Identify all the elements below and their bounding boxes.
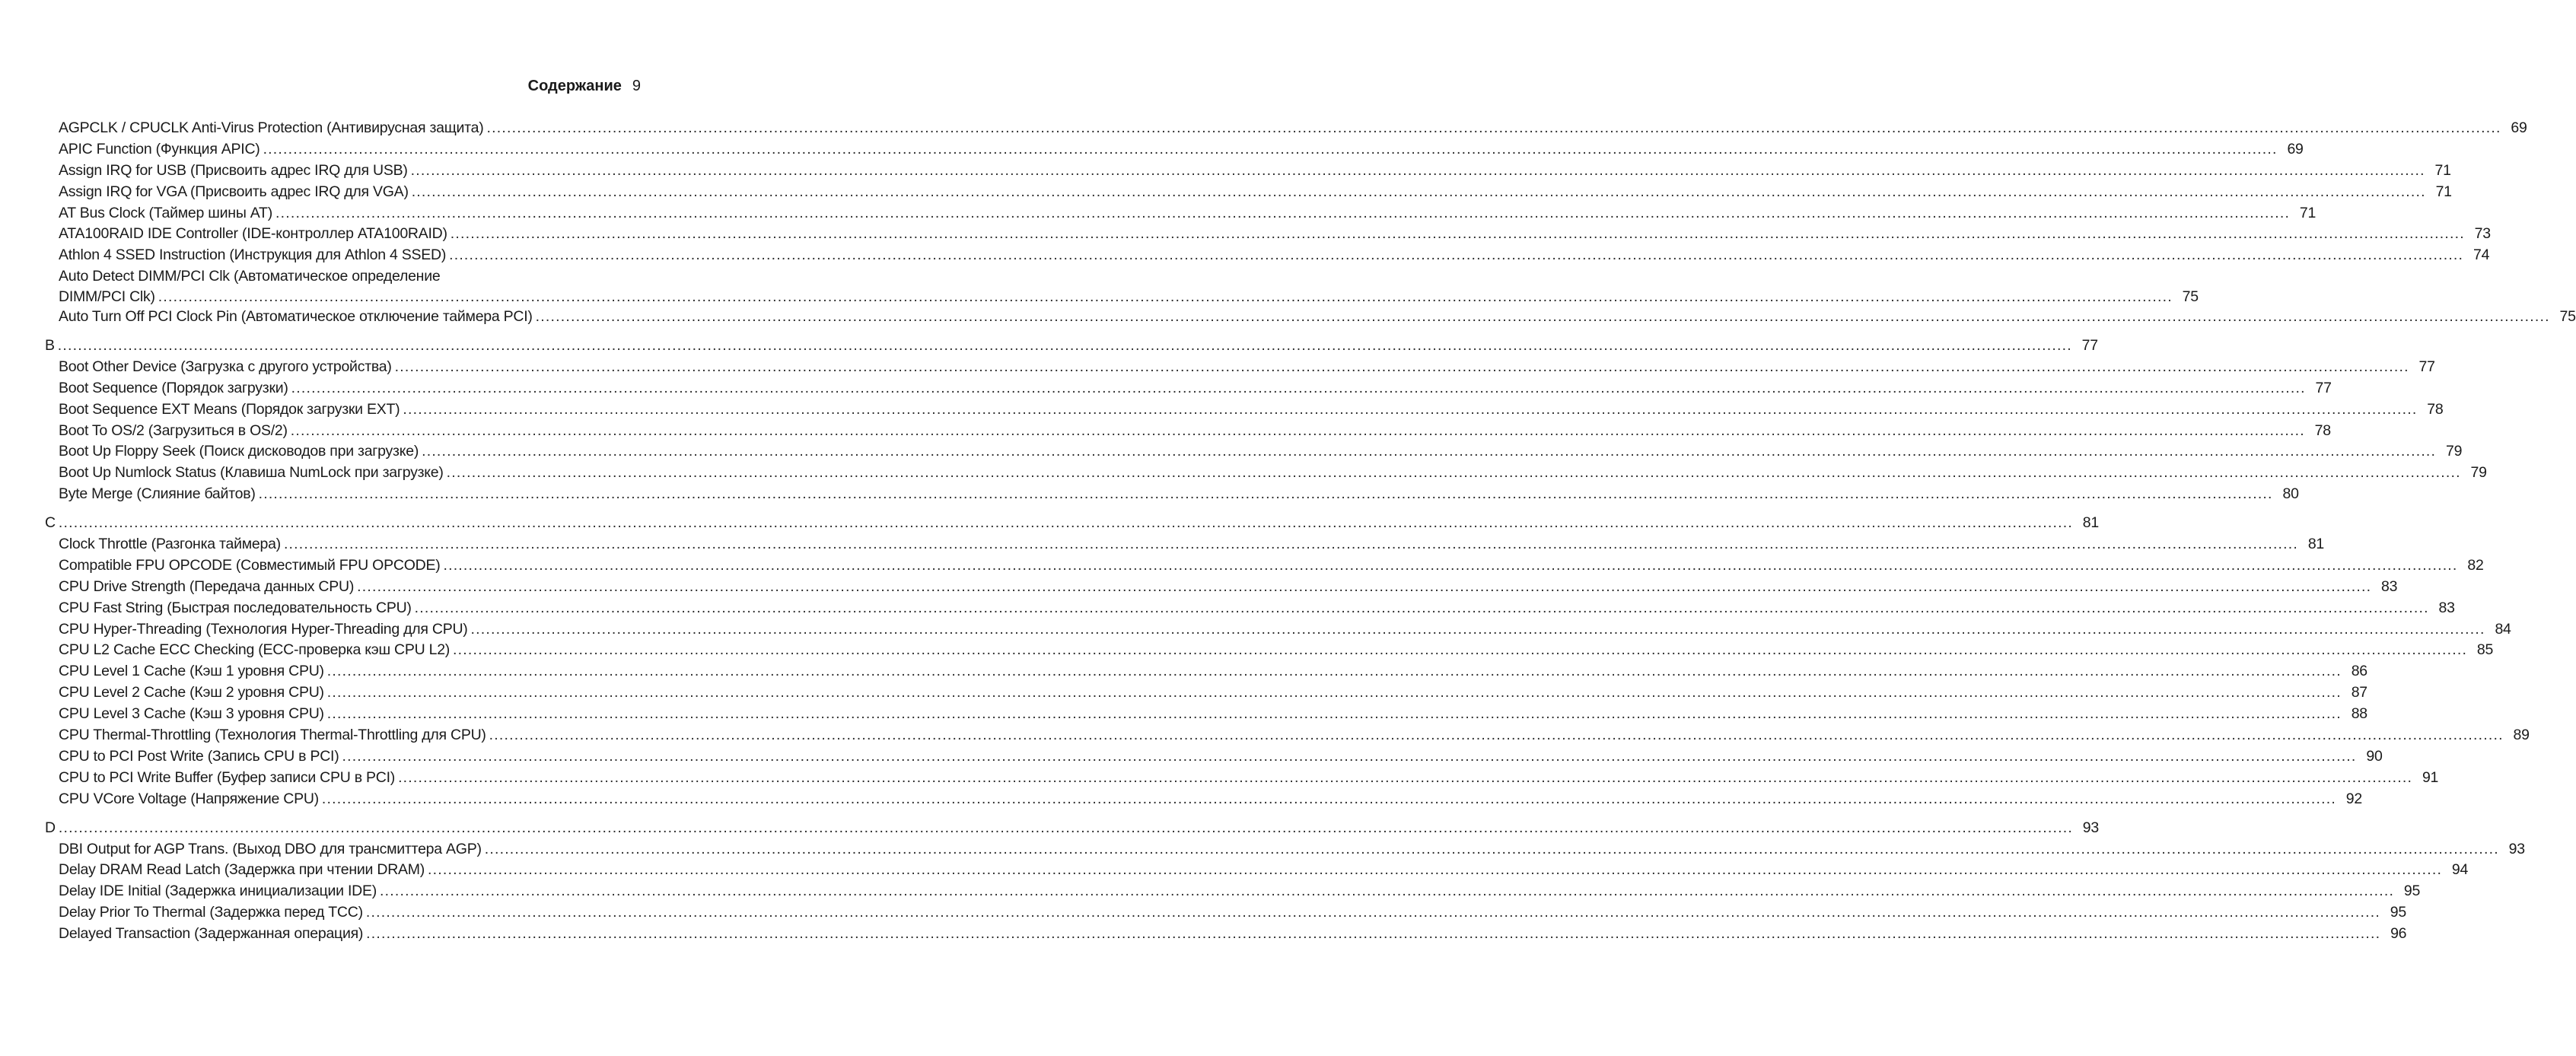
page-number: 77 bbox=[2315, 379, 2332, 396]
entry-label: Boot Up Numlock Status (Клавиша NumLock при загрузке) bbox=[59, 464, 444, 482]
dot-leader: ................................................................................................................................................................................................................................................................................................................................................................................................................ bbox=[403, 400, 2418, 418]
page-number: 84 bbox=[2495, 620, 2511, 638]
toc-entry bbox=[59, 881, 2421, 902]
page-number: 83 bbox=[2380, 577, 2398, 595]
toc-entry bbox=[59, 534, 2325, 555]
dot-leader: ................................................................................................................................................................................................................................................................................................................................................................................................................ bbox=[484, 840, 2499, 857]
header-page-number: 9 bbox=[632, 78, 641, 94]
dot-leader: ................................................................................................................................................................................................................................................................................................................................................................................................................ bbox=[283, 536, 2299, 553]
entry-label: Boot Sequence EXT Means (Порядок загрузки EXT) bbox=[59, 400, 400, 418]
entry-label: Clock Throttle (Разгонка таймера) bbox=[59, 536, 281, 553]
dot-leader: ................................................................................................................................................................................................................................................................................................................................................................................................................ bbox=[449, 247, 2464, 264]
dot-leader: ................................................................................................................................................................................................................................................................................................................................................................................................................ bbox=[258, 485, 2273, 503]
entry-label: Delayed Transaction (Задержанная операция) bbox=[59, 925, 364, 943]
toc-entry bbox=[59, 161, 2451, 182]
entry-label: CPU Level 2 Cache (Кэш 2 уровня CPU) bbox=[59, 684, 324, 701]
dot-leader: ................................................................................................................................................................................................................................................................................................................................................................................................................ bbox=[410, 161, 2425, 179]
entry-label: Auto Detect DIMM/PCI Clk (Автоматическое определение bbox=[59, 268, 441, 285]
toc-entry bbox=[59, 619, 2511, 641]
entry-label: CPU L2 Cache ECC Checking (ECC-проверка кэш CPU L2) bbox=[59, 641, 451, 659]
entry-label: CPU Thermal-Throttling (Технология Thermal-Throttling для CPU) bbox=[59, 727, 486, 744]
dot-leader: ................................................................................................................................................................................................................................................................................................................................................................................................................ bbox=[263, 140, 2278, 157]
toc-entry bbox=[59, 421, 2331, 442]
page-number: 81 bbox=[2082, 514, 2099, 532]
entry-label: AGPCLK / CPUCLK Anti-Virus Protection (Антивирусная защита) bbox=[59, 119, 484, 136]
dot-leader: ................................................................................................................................................................................................................................................................................................................................................................................................................ bbox=[291, 379, 2306, 396]
toc-entry bbox=[59, 307, 2576, 328]
page-number: 73 bbox=[2474, 225, 2491, 243]
dot-leader: ................................................................................................................................................................................................................................................................................................................................................................................................................ bbox=[422, 443, 2437, 460]
dot-leader: ................................................................................................................................................................................................................................................................................................................................................................................................................ bbox=[342, 747, 2357, 765]
toc-entry bbox=[59, 860, 2469, 881]
dot-leader: ................................................................................................................................................................................................................................................................................................................................................................................................................ bbox=[411, 183, 2426, 200]
entry-label: Boot Up Floppy Seek (Поиск дисководов при загрузке) bbox=[59, 443, 419, 460]
page-number: 71 bbox=[2299, 204, 2316, 221]
page-number: 87 bbox=[2351, 684, 2367, 701]
page-number: 88 bbox=[2351, 705, 2367, 723]
page-number: 77 bbox=[2418, 358, 2435, 375]
toc-entry bbox=[59, 182, 2452, 203]
entry-label: Delay Prior To Thermal (Задержка перед TCC) bbox=[59, 904, 363, 921]
entry-label: Assign IRQ for USB (Присвоить адрес IRQ для USB) bbox=[59, 161, 408, 179]
toc-entry bbox=[59, 839, 2525, 860]
toc-entry bbox=[59, 463, 2487, 484]
entry-label: CPU Hyper-Threading (Технология Hyper-Threading для CPU) bbox=[59, 620, 468, 638]
toc-entry bbox=[59, 682, 2367, 704]
page-number: 86 bbox=[2351, 663, 2367, 680]
entry-label: Delay IDE Initial (Задержка инициализации IDE) bbox=[59, 883, 377, 900]
entry-label: AT Bus Clock (Таймер шины AT) bbox=[59, 204, 272, 221]
toc-entry bbox=[59, 704, 2367, 725]
toc-entry bbox=[59, 789, 2362, 810]
toc-entry bbox=[59, 725, 2530, 746]
dot-leader: ................................................................................................................................................................................................................................................................................................................................................................................................................ bbox=[290, 421, 2305, 439]
toc-entry bbox=[59, 577, 2398, 598]
toc-entry bbox=[59, 640, 2494, 661]
page-number: 71 bbox=[2435, 183, 2452, 200]
dot-leader: ................................................................................................................................................................................................................................................................................................................................................................................................................ bbox=[398, 768, 2413, 786]
section-letter: B bbox=[45, 337, 55, 355]
toc-entry bbox=[59, 924, 2407, 945]
page-number: 75 bbox=[2182, 288, 2199, 306]
dot-leader: ................................................................................................................................................................................................................................................................................................................................................................................................................ bbox=[326, 705, 2342, 723]
toc-entry bbox=[59, 768, 2439, 789]
section-letter: C bbox=[45, 514, 56, 532]
toc-entry bbox=[59, 378, 2332, 399]
entry-label: Auto Turn Off PCI Clock Pin (Автоматическое отключение таймера PCI) bbox=[59, 308, 533, 326]
dot-leader: ................................................................................................................................................................................................................................................................................................................................................................................................................ bbox=[326, 663, 2342, 680]
page-number: 79 bbox=[2470, 464, 2487, 482]
toc-entry bbox=[59, 902, 2406, 924]
toc-entry bbox=[59, 245, 2490, 266]
dot-leader: ................................................................................................................................................................................................................................................................................................................................................................................................................ bbox=[58, 819, 2073, 836]
page-number: 92 bbox=[2345, 790, 2362, 807]
page-number: 93 bbox=[2082, 819, 2099, 836]
page-number: 82 bbox=[2467, 556, 2484, 574]
section-heading bbox=[45, 513, 2099, 534]
page-number: 89 bbox=[2513, 727, 2530, 744]
page-number: 91 bbox=[2422, 768, 2439, 786]
page-number: 74 bbox=[2473, 247, 2490, 264]
dot-leader: ................................................................................................................................................................................................................................................................................................................................................................................................................ bbox=[470, 620, 2485, 638]
entry-label: CPU to PCI Post Write (Запись CPU в PCI) bbox=[59, 747, 339, 765]
page-number: 96 bbox=[2390, 925, 2407, 943]
toc-entry bbox=[59, 118, 2527, 139]
entry-label: ATA100RAID IDE Controller (IDE-контроллер ATA100RAID) bbox=[59, 225, 447, 243]
toc-entry bbox=[59, 484, 2299, 505]
entry-label: APIC Function (Функция APIC) bbox=[59, 140, 260, 157]
page-number: 81 bbox=[2307, 536, 2325, 553]
dot-leader: ................................................................................................................................................................................................................................................................................................................................................................................................................ bbox=[414, 599, 2429, 616]
toc-entry bbox=[59, 598, 2455, 619]
dot-leader: ................................................................................................................................................................................................................................................................................................................................................................................................................ bbox=[428, 861, 2443, 879]
toc-entry bbox=[59, 266, 615, 288]
toc-entry bbox=[59, 399, 2444, 421]
page-number: 93 bbox=[2508, 840, 2525, 857]
entry-label: Boot To OS/2 (Загрузиться в OS/2) bbox=[59, 421, 288, 439]
toc-entry bbox=[59, 661, 2367, 682]
page-number: 77 bbox=[2081, 337, 2098, 355]
dot-leader: ................................................................................................................................................................................................................................................................................................................................................................................................................ bbox=[489, 727, 2504, 744]
dot-leader: ................................................................................................................................................................................................................................................................................................................................................................................................................ bbox=[275, 204, 2291, 221]
toc-entry bbox=[59, 441, 2463, 463]
dot-leader: ................................................................................................................................................................................................................................................................................................................................................................................................................ bbox=[486, 119, 2501, 136]
page-number: 83 bbox=[2438, 599, 2455, 616]
toc-entry bbox=[59, 746, 2383, 768]
dot-leader: ................................................................................................................................................................................................................................................................................................................................................................................................................ bbox=[58, 514, 2073, 532]
dot-leader: ................................................................................................................................................................................................................................................................................................................................................................................................................ bbox=[57, 337, 2072, 355]
section-heading bbox=[45, 818, 2099, 839]
page-number: 69 bbox=[2287, 140, 2304, 157]
page-number: 79 bbox=[2445, 443, 2463, 460]
dot-leader: ................................................................................................................................................................................................................................................................................................................................................................................................................ bbox=[158, 288, 2173, 306]
entry-label: CPU to PCI Write Buffer (Буфер записи CPU в PCI) bbox=[59, 768, 396, 786]
entry-label: Assign IRQ for VGA (Присвоить адрес IRQ для VGA) bbox=[59, 183, 409, 200]
entry-label: DBI Output for AGP Trans. (Выход DBO для трансмиттера AGP) bbox=[59, 840, 482, 857]
dot-leader: ................................................................................................................................................................................................................................................................................................................................................................................................................ bbox=[326, 684, 2342, 701]
page-number: 78 bbox=[2314, 421, 2331, 439]
section-heading bbox=[45, 336, 2098, 357]
entry-label: CPU Level 1 Cache (Кэш 1 уровня CPU) bbox=[59, 663, 324, 680]
page-number: 69 bbox=[2511, 119, 2527, 136]
entry-label: Compatible FPU OPCODE (Совместимый FPU OPCODE) bbox=[59, 556, 441, 574]
entry-label: Byte Merge (Слияние байтов) bbox=[59, 485, 256, 503]
toc-entry bbox=[59, 555, 2484, 577]
dot-leader: ................................................................................................................................................................................................................................................................................................................................................................................................................ bbox=[365, 904, 2380, 921]
page-number: 94 bbox=[2451, 861, 2469, 879]
page-number: 95 bbox=[2390, 904, 2406, 921]
page-number: 78 bbox=[2427, 400, 2444, 418]
dot-leader: ................................................................................................................................................................................................................................................................................................................................................................................................................ bbox=[443, 556, 2458, 574]
toc-entry bbox=[59, 224, 2491, 245]
toc-entry-continuation bbox=[59, 288, 2199, 307]
entry-label: CPU Drive Strength (Передача данных CPU) bbox=[59, 577, 355, 595]
entry-label: Athlon 4 SSED Instruction (Инструкция для Athlon 4 SSED) bbox=[59, 247, 447, 264]
page-number: 80 bbox=[2282, 485, 2299, 503]
dot-leader: ................................................................................................................................................................................................................................................................................................................................................................................................................ bbox=[453, 641, 2468, 659]
dot-leader: ................................................................................................................................................................................................................................................................................................................................................................................................................ bbox=[357, 577, 2372, 595]
entry-label: Boot Sequence (Порядок загрузки) bbox=[59, 379, 288, 396]
header-title: Содержание bbox=[527, 78, 622, 94]
section-letter: D bbox=[45, 819, 56, 836]
table-of-contents bbox=[0, 118, 2576, 953]
entry-label: CPU Level 3 Cache (Кэш 3 уровня CPU) bbox=[59, 705, 324, 723]
running-header bbox=[0, 78, 641, 95]
toc-entry bbox=[59, 139, 2304, 161]
entry-label: CPU VCore Voltage (Напряжение CPU) bbox=[59, 790, 319, 807]
toc-section bbox=[0, 513, 2530, 809]
toc-section bbox=[0, 336, 2487, 505]
toc-section bbox=[0, 118, 2576, 328]
dot-leader: ................................................................................................................................................................................................................................................................................................................................................................................................................ bbox=[379, 883, 2395, 900]
page-number: 95 bbox=[2403, 883, 2421, 900]
dot-leader: ................................................................................................................................................................................................................................................................................................................................................................................................................ bbox=[366, 925, 2381, 943]
page-number: 85 bbox=[2476, 641, 2494, 659]
entry-label: CPU Fast String (Быстрая последовательность CPU) bbox=[59, 599, 412, 616]
toc-entry bbox=[59, 357, 2435, 378]
entry-label: Delay DRAM Read Latch (Задержка при чтении DRAM) bbox=[59, 861, 425, 879]
dot-leader: ................................................................................................................................................................................................................................................................................................................................................................................................................ bbox=[535, 308, 2550, 326]
toc-entry bbox=[59, 203, 2316, 224]
entry-label: Boot Other Device (Загрузка с другого устройства) bbox=[59, 358, 392, 375]
dot-leader: ................................................................................................................................................................................................................................................................................................................................................................................................................ bbox=[450, 225, 2465, 243]
entry-label: DIMM/PCI Clk) bbox=[59, 288, 155, 306]
page-number: 90 bbox=[2366, 747, 2383, 765]
toc-section bbox=[0, 818, 2525, 945]
dot-leader: ................................................................................................................................................................................................................................................................................................................................................................................................................ bbox=[446, 464, 2461, 482]
dot-leader: ................................................................................................................................................................................................................................................................................................................................................................................................................ bbox=[394, 358, 2409, 375]
page-number: 71 bbox=[2434, 161, 2451, 179]
dot-leader: ................................................................................................................................................................................................................................................................................................................................................................................................................ bbox=[321, 790, 2336, 807]
page-number: 75 bbox=[2559, 308, 2576, 326]
